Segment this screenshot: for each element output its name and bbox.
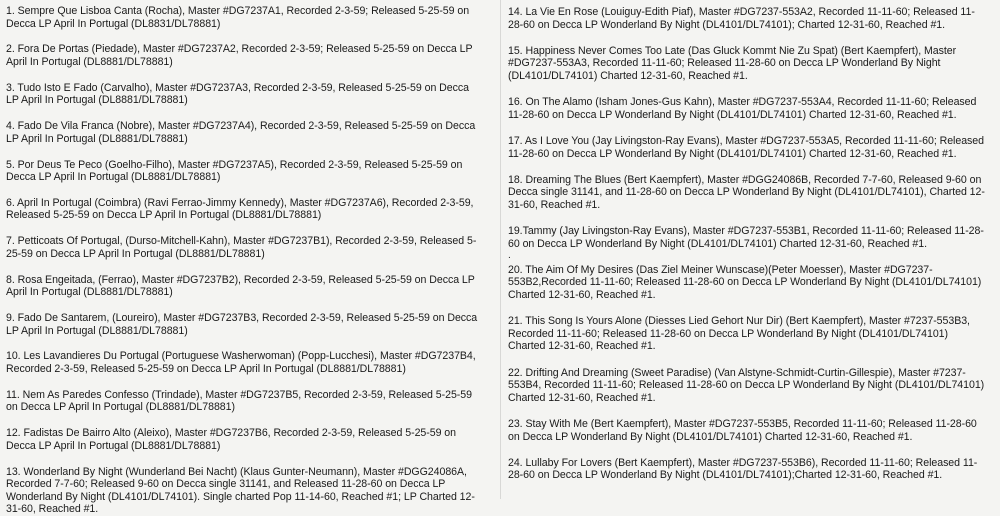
track-entry: 18. Dreaming The Blues (Bert Kaempfert), Master #DGG24086B, Recorded 7-7-60, Released 9-60 on Decca single 31141, and 11-28-60 on Decca LP Wonderland By Night (DL4101/DL74101), Charted 12-31-60, Reached #1. bbox=[508, 173, 985, 211]
track-entry: 2. Fora De Portas (Piedade), Master #DG7237A2, Recorded 2-3-59; Released 5-25-59 on Decca LP April In Portugal (DL8881/DL78881) bbox=[6, 43, 473, 68]
track-entry: 15. Happiness Never Comes Too Late (Das Gluck Kommt Nie Zu Spat) (Bert Kaempfert), Master #DG7237-553A3, Recorded 11-11-60; Released 11-28-60 on Decca LP Wonderland By Night (DL4101/DL74101) Charted 12-31-60, Reached #1. bbox=[508, 44, 957, 82]
track-entry: 20. The Aim Of My Desires (Das Ziel Meiner Wunscase)(Peter Moesser), Master #DG7237-553B2,Recorded 11-11-60; Released 11-28-60 on Decca LP Wonderland By Night (DL4101/DL74101) Charted 12-31-60, Reached #1. bbox=[508, 263, 982, 302]
track-entry: 21. This Song Is Yours Alone (Diesses Lied Gehort Nur Dir) (Bert Kaempfert), Master #7237-553B3, Recorded 11-11-60; Released 11-28-60 on Decca LP Wonderland By Night (DL4101/DL74101) Charted 12-31-60, Reached #1. bbox=[508, 315, 970, 353]
track-entry: 4. Fado De Vila Franca (Nobre), Master #DG7237A4), Recorded 2-3-59, Released 5-25-59 on Decca LP April In Portugal (DL8881/DL78881) bbox=[6, 120, 476, 145]
right-column bbox=[500, 0, 1000, 499]
track-entry: 11. Nem As Paredes Confesso (Trindade), Master #DG7237B5, Recorded 2-3-59, Released 5-25-59 on Decca LP April In Portugal (DL8881/DL78881) bbox=[6, 388, 472, 414]
track-entry: 1. Sempre Que Lisboa Canta (Rocha), Master #DG7237A1, Recorded 2-3-59; Released 5-25-59 on Decca LP April In Portugal (DL8831/DL78881) bbox=[6, 5, 470, 30]
track-entry: 10. Les Lavandieres Du Portugal (Portuguese Washerwoman) (Popp-Lucchesi), Master #DG7237B4, Recorded 2-3-59, Released 5-25-59 on Decca LP April In Portugal (DL8881/DL78881) bbox=[6, 350, 476, 375]
track-entry: 7. Petticoats Of Portugal, (Durso-Mitchell-Kahn), Master #DG7237B1), Recorded 2-3-59, Released 5-25-59 on Decca LP April In Portugal (DL8881/DL78881) bbox=[6, 235, 477, 260]
track-entry: 16. On The Alamo (Isham Jones-Gus Kahn), Master #DG7237-553A4, Recorded 11-11-60; Released 11-28-60 on Decca LP Wonderland By Night (DL4101/DL74101) Charted 12-31-60, Reached #1. bbox=[508, 96, 977, 121]
track-entry: 12. Fadistas De Bairro Alto (Aleixo), Master #DG7237B6, Recorded 2-3-59, Released 5-25-59 on Decca LP April In Portugal (DL8881/DL78881) bbox=[6, 427, 456, 452]
track-entry: 5. Por Deus Te Peco (Goelho-Filho), Master #DG7237A5), Recorded 2-3-59, Released 5-25-59 on Decca LP April In Portugal (DL8881/DL78881) bbox=[6, 158, 463, 184]
track-entry: 22. Drifting And Dreaming (Sweet Paradise) (Van Alstyne-Schmidt-Curtin-Gillespie), Master #7237-553B4, Recorded 11-11-60; Released 11-28-60 on Decca LP Wonderland By Night (DL4101/DL74101) Charted 12-31-60, Reached #1. bbox=[508, 366, 985, 404]
stray-dot: . bbox=[508, 249, 511, 261]
page-fold-divider bbox=[500, 0, 501, 499]
track-entry: 8. Rosa Engeitada, (Ferrao), Master #DG7237B2), Recorded 2-3-59, Released 5-25-59 on Decca LP April In Portugal (DL8881/DL78881) bbox=[6, 273, 475, 299]
track-entry: 23. Stay With Me (Bert Kaempfert), Master #DG7237-553B5, Recorded 11-11-60; Released 11-28-60 on Decca LP Wonderland By Night (DL4101/DL74101) Charted 12-31-60, Reached #1. bbox=[508, 418, 977, 443]
track-entry: 13. Wonderland By Night (Wunderland Bei Nacht) (Klaus Gunter-Neumann), Master #DGG24086A, Recorded 7-7-60; Released 9-60 on Decca single 31141, and Released 11-28-60 on Decca LP Wonderland By Night (DL4101/DL74101). Single charted Pop 11-14-60, Reached #1; LP Charted 12-31-60, Reached #1. bbox=[6, 465, 475, 516]
track-entry: 3. Tudo Isto E Fado (Carvalho), Master #DG7237A3, Recorded 2-3-59, Released 5-25-59 on Decca LP April In Portugal (DL8881/DL78881) bbox=[6, 81, 469, 107]
track-entry: 19.Tammy (Jay Livingston-Ray Evans), Master #DG7237-553B1, Recorded 11-11-60; Released 11-28-60 on Decca LP Wonderland By Night (DL4101/DL74101) Charted 12-31-60, Reached #1. bbox=[508, 225, 984, 250]
track-entry: 17. As I Love You (Jay Livingston-Ray Evans), Master #DG7237-553A5, Recorded 11-11-60; Released 11-28-60 on Decca LP Wonderland By Night (DL4101/DL74101) Charted 12-31-60, Reached #1. bbox=[508, 134, 984, 160]
track-entry: 14. La Vie En Rose (Louiguy-Edith Piaf), Master #DG7237-553A2, Recorded 11-11-60; Released 11-28-60 on Decca LP Wonderland By Night (DL4101/DL74101); Charted 12-31-60, Reached #1. bbox=[508, 6, 975, 31]
track-entry: 9. Fado De Santarem, (Loureiro), Master #DG7237B3, Recorded 2-3-59, Released 5-25-59 on Decca LP April In Portugal (DL8881/DL78881) bbox=[6, 312, 478, 337]
track-entry: 24. Lullaby For Lovers (Bert Kaempfert), Master #DG7237-553B6), Recorded 11-11-60; Released 11-28-60 on Decca LP Wonderland By Night (DL4101/DL74101);Charted 12-31-60, Reached #1. bbox=[508, 456, 978, 482]
track-entry: 6. April In Portugal (Coimbra) (Ravi Ferrao-Jimmy Kennedy), Master #DG7237A6), Recorded 2-3-59, Released 5-25-59 on Decca LP April In Portugal (DL8881/DL78881) bbox=[6, 196, 474, 222]
